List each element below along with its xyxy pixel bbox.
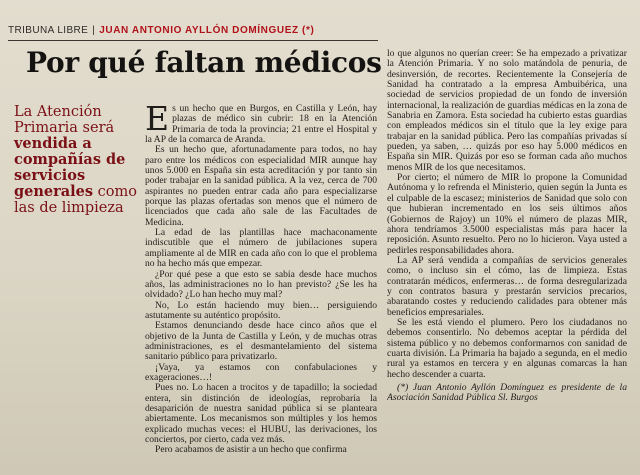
paragraph: La edad de las plantillas hace machaconamente indiscutible que el número de jubilaciones supera ampliamente al de MIR en cada año con lo que el problema no ha hecho más que empezar.: [145, 227, 377, 270]
body-column-2: [387, 49, 627, 473]
paragraph: Es un hecho que, afortunadamente para todos, no hay paro entre los médicos con especialidad MIR aunque hay unos 5.000 en España sin esta acreditación y por tanto sin poder trabajar en la sanidad pública. A la vez, cerca de 700 aspirantes no pueden entrar cada año para especializarse porque las plazas ofertadas son menos que el número de licenciados que cada año sale de las Facultades de Medicina.: [145, 144, 377, 228]
paragraph: Estamos denunciando desde hace cinco años que el objetivo de la Junta de Castilla y León, y de muchas otras administraciones, es el desmantelamiento del sistema sanitario público para privatizarlo.: [145, 320, 377, 363]
paragraph: lo que algunos no querían creer: Se ha empezado a privatizar la Atención Primaria. Y no solo matándola de penuria, de desinversión, de recortes. Recientemente la Consejería de Sanidad ha contratado a la empresa Ambuibérica, una sociedad de servicios propiedad de un fondo de inversión internacional, la realización de guardias médicas en la zona de Sanabria en Zamora. Esta sociedad ha cubierto estas guardias con empleados médicos sin el título que la ley exige para trabajar en la sanidad pública. Pero las compañías privadas sí pueden, ya saben, … quizás por eso hay 5.000 médicos en España sin MIR. Quizás por eso se forman cada año muchos menos MIR de los que necesitamos.: [387, 49, 627, 173]
kicker: [8, 22, 378, 38]
body-column-1: [145, 104, 377, 474]
paragraph-text: s un hecho que en Burgos, en Castilla y León, hay plazas de médico sin cubrir: 18 en la Atención Primaria de toda la provincia; 21 entre el Hospital y la AP de la comarca de Aranda.: [145, 104, 377, 146]
top-rule: [8, 40, 378, 41]
paragraph: No, Lo están haciendo muy bien… persiguiendo astutamente su auténtico propósito.: [145, 299, 377, 321]
lead-part-3: como las de limpieza: [14, 184, 138, 216]
lead-standfirst: [14, 104, 139, 216]
paragraph: Se les está viendo el plumero. Pero los ciudadanos no debemos consentirlo. No debemos aceptar la pérdida del sistema público y no debemos conformarnos con sanidad de cuarta división. La Primaria ha bajado a segunda, en el medio rural ya estamos en tercera y en algunas comarcas la han hecho descender a cuarta.: [387, 316, 627, 380]
paragraph: Pues no. Lo hacen a trocitos y de tapadillo; la sociedad entera, sin distinción de ideologías, reprobaría la desaparición de nuestra sanidad pública si se planteara abiertamente. Los mecanismos son múltiples y los hemos explicado muchas veces: el HUBU, las derivaciones, los conciertos, por cierto, cada vez más.: [145, 382, 377, 445]
paragraph: [145, 104, 377, 145]
drop-cap: E: [145, 104, 170, 138]
paragraph: La AP será vendida a compañías de servicios generales como, o incluso sin el cómo, las de limpieza. Estas contratarán médicos, enfermeras… de forma desregularizada y con contratos basura y prestarán servicios precarios, abaratando costes y reduciendo calidades para obtener más beneficios empresariales.: [387, 254, 627, 318]
paragraph: ¿Por qué pese a que esto se sabía desde hace muchos años, las administraciones no lo han previsto? ¿Se les ha olvidado? ¿Lo han hecho muy mal?: [145, 268, 377, 301]
lead-part-2: vendida a compañías de servicios generales: [14, 135, 126, 200]
section-label: TRIBUNA LIBRE: [8, 24, 89, 36]
paragraph: Por cierto; el número de MIR lo propone la Comunidad Autónoma y lo refrenda el Ministerio, quien según la Junta es el culpable de la escasez; ministerios de Sanidad que solo con que hubieran incrementado en los seis últimos años (Gobiernos de Rajoy) un 10% el número de plazas MIR, ahora tendríamos 3.5000 especialistas más para hacer la reposición. Asunto resuelto. Pero no lo hicieron. Vaya usted a pedirles responsabilidades ahora.: [387, 172, 627, 256]
paragraph: Pero acabamos de asistir a un hecho que confirma: [155, 444, 347, 456]
paragraph: ¡Vaya, ya estamos con confabulaciones y exageraciones…!: [145, 361, 377, 383]
author-byline: JUAN ANTONIO AYLLÓN DOMÍNGUEZ (*): [99, 24, 315, 36]
kicker-separator: |: [92, 24, 96, 36]
author-note: (*) Juan Antonio Ayllón Domínguez es presidente de la Asociación Sanidad Pública Sl. Burgos: [387, 382, 627, 404]
headline: Por qué faltan médicos: [26, 46, 382, 79]
lead-part-1: La Atención Primaria será: [14, 104, 115, 136]
